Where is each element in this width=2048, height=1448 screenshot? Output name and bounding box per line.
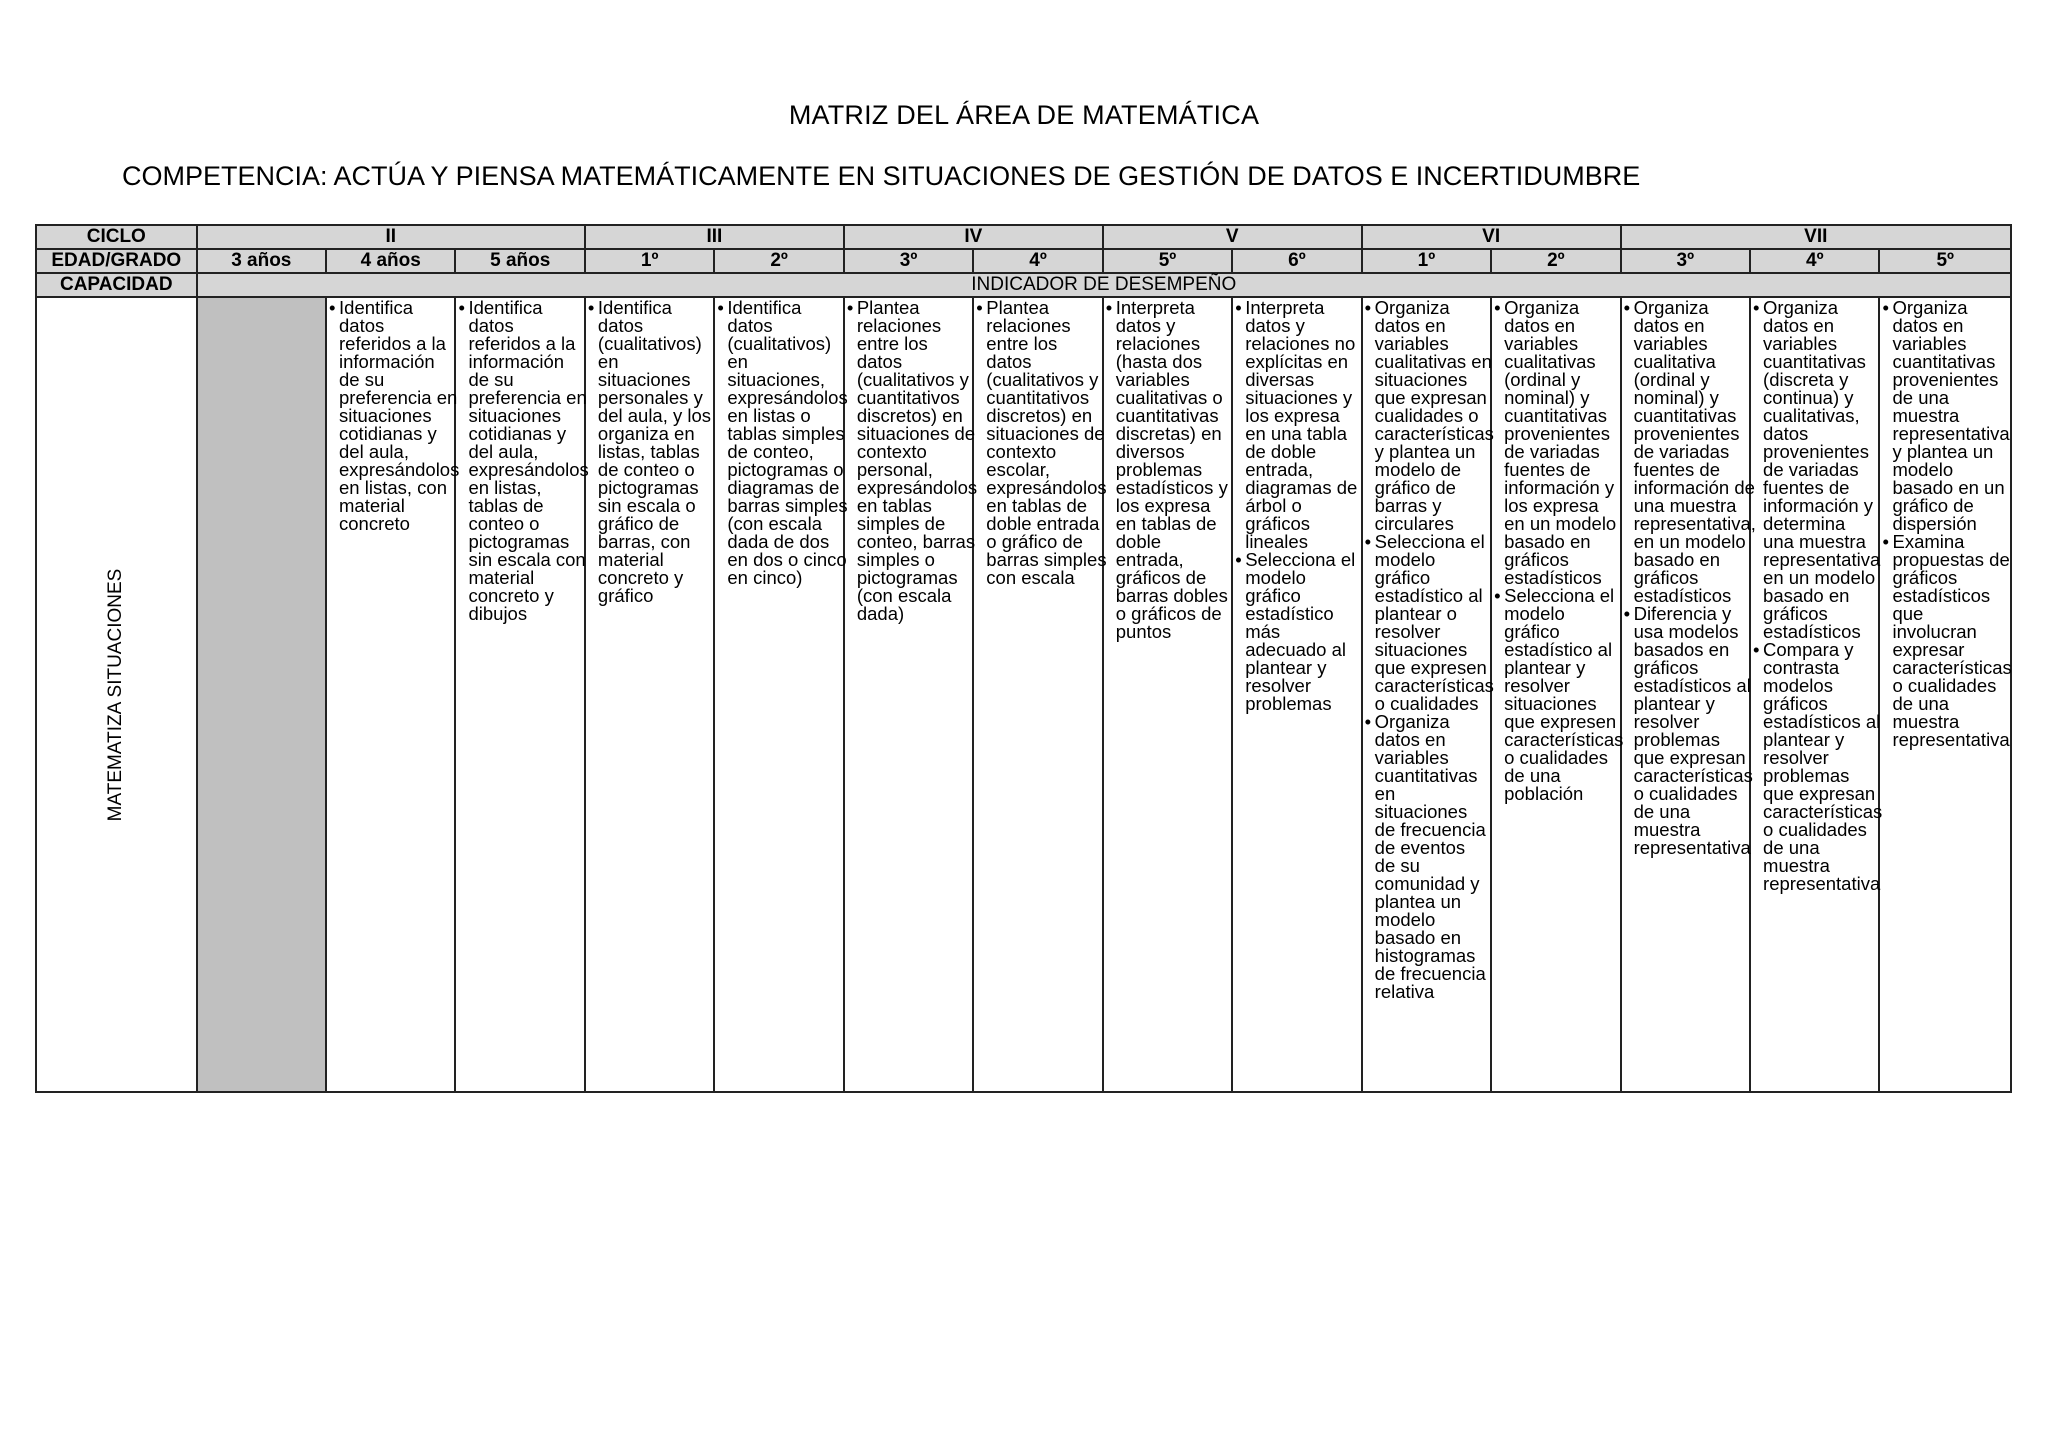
indicator-item [976, 297, 1107, 588]
grado-header: 5 años [455, 249, 584, 273]
grado-header: 1º [1362, 249, 1491, 273]
competency-subtitle: COMPETENCIA: ACTÚA Y PIENSA MATEMÁTICAMENTE EN SITUACIONES DE GESTIÓN DE DATOS E INCERTIDUMBRE [122, 161, 1641, 191]
indicator-item [1753, 639, 1883, 894]
bullet-icon: • [587, 297, 595, 318]
indicator-text: Interpreta datos y relaciones (hasta dos variables cualitativas o cuantitativas discretas) en diversos problemas estadísticos y los expresa en tablas de doble entrada, gráficos de barras dobles o gráficos de puntos [1115, 297, 1228, 642]
bullet-icon: • [1623, 297, 1631, 318]
indicator-text: Organiza datos en variables cualitativas en situaciones que expresan cualidades o características y plantea un modelo de gráfico de barras y circulares [1374, 297, 1494, 534]
indicator-text: Organiza datos en variables cualitativas (ordinal y nominal) y cuantitativas provenientes de variadas fuentes de información y los expresa en un modelo basado en gráficos estadísticos [1504, 297, 1617, 588]
grado-header: 3º [1621, 249, 1750, 273]
indicator-row [36, 297, 2011, 1092]
indicator-text: Organiza datos en variables cuantitativas (discreta y continua) y cualitativas, datos provenientes de variadas fuentes de información y determina una muestra representativa en un modelo basado en gráficos estadísticos [1763, 297, 1881, 642]
indicator-text: Organiza datos en variables cualitativa (ordinal y nominal) y cuantitativas provenientes de variadas fuentes de información de una muestra representativa, en un modelo basado en gráficos estadísticos [1633, 297, 1756, 606]
indicator-item [1494, 299, 1617, 587]
indicator-item [1235, 551, 1358, 713]
indicator-item [1364, 531, 1494, 714]
ciclo-label: CICLO [36, 225, 197, 249]
indicator-item [1882, 531, 2012, 750]
indicator-item [1364, 297, 1494, 534]
grado-header: 2º [714, 249, 843, 273]
grado-header: 4 años [326, 249, 455, 273]
indicator-item [1623, 603, 1753, 858]
grado-header: 3 años [197, 249, 326, 273]
indicator-cell [455, 297, 589, 1092]
indicator-cell [1103, 297, 1232, 1092]
bullet-icon: • [1882, 297, 1889, 318]
indicator-cell [1232, 297, 1361, 1092]
indicator-cell [844, 297, 978, 1092]
grado-header: 3º [844, 249, 973, 273]
bullet-icon: • [1364, 297, 1372, 318]
indicator-text: Identifica datos referidos a la información de su preferencia en situaciones cotidianas y del aula, expresándolos en listas, tablas de conteo o pictogramas sin escala con material concreto y dibujos [468, 297, 589, 624]
grado-header: 4º [1750, 249, 1879, 273]
indicator-text: Selecciona el modelo gráfico estadístico más adecuado al plantear y resolver problemas [1245, 549, 1356, 714]
bullet-icon: • [1753, 297, 1760, 318]
grado-header: 6º [1232, 249, 1361, 273]
capacidad-row [36, 273, 2011, 297]
grado-header: 5º [1879, 249, 2011, 273]
indicator-item [846, 297, 978, 624]
indicator-cell [1750, 297, 1883, 1092]
indicator-cell [1362, 297, 1494, 1092]
indicator-cell [585, 297, 714, 1092]
bullet-icon: • [1364, 711, 1372, 732]
ciclo-row [36, 225, 2011, 249]
indicator-cell [714, 297, 848, 1092]
indicator-text: Plantea relaciones entre los datos (cualitativos y cuantitativos discretos) en situaciones de contexto escolar, expresándolos en tablas de doble entrada o gráfico de barras simples con escala [986, 297, 1107, 588]
ciclo-header: IV [844, 225, 1103, 249]
capacidad-label: CAPACIDAD [36, 273, 197, 297]
ciclo-header: V [1103, 225, 1362, 249]
indicator-cell [973, 297, 1107, 1092]
bullet-icon: • [1235, 297, 1242, 318]
bullet-icon: • [1882, 531, 1889, 552]
grado-header: 1º [585, 249, 714, 273]
indicator-cell [326, 297, 460, 1092]
indicator-cell-empty [197, 297, 326, 1092]
indicator-text: Identifica datos (cualitativos) en situaciones personales y del aula, y los organiza en listas, tablas de conteo o pictogramas sin escala o gráfico de barras, con material concreto y gráfico [597, 297, 712, 606]
indicator-item [1365, 713, 1488, 1001]
bullet-icon: • [1235, 549, 1242, 570]
indicator-item [1235, 299, 1358, 551]
ciclo-header: III [585, 225, 844, 249]
bullet-icon: • [1753, 639, 1760, 660]
indicator-text: Identifica datos (cualitativos) en situaciones, expresándolos en listas o tablas simples de conteo, pictogramas o diagramas de barras simples (con escala dada de dos en dos o cinco en cinco) [727, 297, 848, 588]
grado-row [36, 249, 2011, 273]
indicator-text: Diferencia y usa modelos basados en gráficos estadísticos al plantear y resolver problemas que expresan características o cualidades de una muestra representativa [1633, 603, 1753, 858]
edad-grado-label: EDAD/GRADO [36, 249, 197, 273]
indicator-text: Interpreta datos y relaciones no explícitas en diversas situaciones y los expresa en una tabla de doble entrada, diagramas de árbol o gráficos lineales [1245, 297, 1358, 552]
capacidad-name: MATEMATIZA SITUACIONES [105, 568, 127, 821]
bullet-icon: • [1364, 531, 1372, 552]
indicator-text: Selecciona el modelo gráfico estadístico al plantear o resolver situaciones que expresen características o cualidades [1374, 531, 1494, 714]
bullet-icon: • [976, 297, 983, 318]
indicator-item [588, 299, 711, 605]
grado-header: 5º [1103, 249, 1232, 273]
indicator-item [1494, 585, 1624, 804]
bullet-icon: • [717, 297, 724, 318]
indicator-text: Selecciona el modelo gráfico estadístico al plantear y resolver situaciones que expresen características o cualidades de una población [1504, 585, 1624, 804]
bullet-icon: • [458, 297, 465, 318]
indicator-item [717, 297, 848, 588]
indicator-text: Organiza datos en variables cuantitativas provenientes de una muestra representativa y plantea un modelo basado en un gráfico de dispersión [1892, 297, 2010, 534]
indicator-item [1106, 299, 1229, 641]
ciclo-header: VI [1362, 225, 1621, 249]
grado-header: 4º [973, 249, 1102, 273]
indicator-item [329, 297, 460, 534]
capacidad-cell [36, 297, 197, 1092]
bullet-icon: • [1105, 297, 1113, 318]
bullet-icon: • [1494, 585, 1501, 606]
indicator-text: Organiza datos en variables cuantitativas en situaciones de frecuencia de eventos de su comunidad y plantea un modelo basado en histogramas de frecuencia relativa [1374, 711, 1486, 1002]
indicator-text: Plantea relaciones entre los datos (cualitativos y cuantitativos discretos) en situaciones de contexto personal, expresándolos en tablas simples de conteo, barras simples o pictogramas (con escala dada) [856, 297, 978, 624]
indicator-cell [1491, 297, 1624, 1092]
indicator-item [1623, 297, 1756, 606]
bullet-icon: • [1494, 297, 1501, 318]
bullet-icon: • [1623, 603, 1631, 624]
grado-header: 2º [1491, 249, 1620, 273]
ciclo-header: II [197, 225, 585, 249]
indicator-text: Compara y contrasta modelos gráficos estadísticos al plantear y resolver problemas que expresan características o cualidades de una muestra representativa [1763, 639, 1883, 894]
indicator-cell [1879, 297, 2011, 1092]
bullet-icon: • [846, 297, 854, 318]
indicator-text: Examina propuestas de gráficos estadísticos que involucran expresar características o cualidades de una muestra representativa [1892, 531, 2012, 750]
competency-matrix [35, 224, 2012, 1093]
indicator-text: Identifica datos referidos a la información de su preferencia en situaciones cotidianas y del aula, expresándolos en listas, con material concreto [339, 297, 460, 534]
ciclo-header: VII [1621, 225, 2011, 249]
indicator-cell [1621, 297, 1756, 1092]
document-title: MATRIZ DEL ÁREA DE MATEMÁTICA [788, 100, 1260, 130]
indicador-header: INDICADOR DE DESEMPEÑO [197, 273, 2011, 297]
indicator-item [1882, 299, 2008, 533]
bullet-icon: • [329, 297, 336, 318]
indicator-item [1753, 297, 1881, 642]
indicator-item [458, 297, 589, 624]
